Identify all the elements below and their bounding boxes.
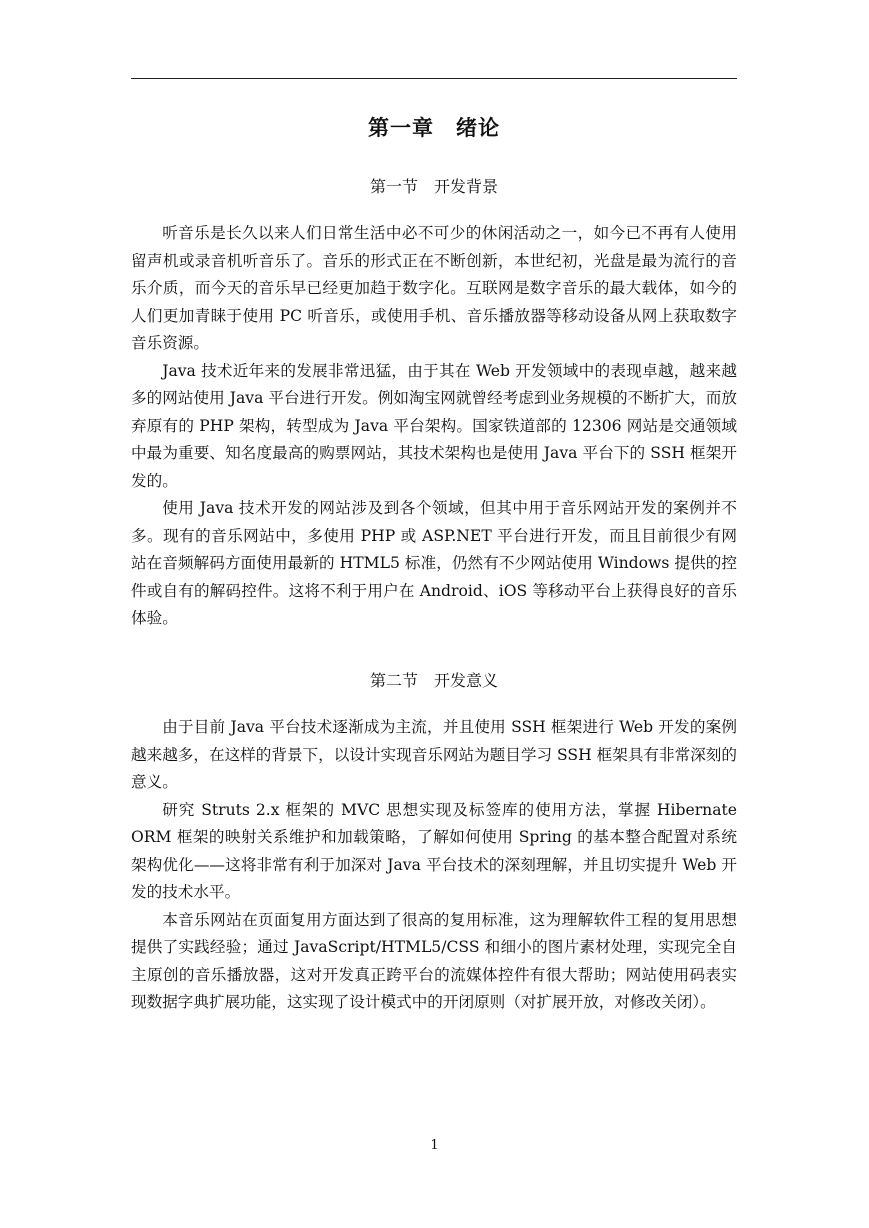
paragraph: 研究 Struts 2.x 框架的 MVC 思想实现及标签库的使用方法，掌握 Hibernate ORM 框架的映射关系维护和加载策略，了解如何使用 Spring 的基本整合配置对系统架构优化——这将非常有利于加深对 Java 平台技术的深刻理解，并且切实提升 Web 开发的技术水平。	[131, 800, 737, 901]
section-body-background	[131, 220, 737, 633]
chapter-title: 第一章 绪论	[368, 116, 500, 140]
page-number: 1	[430, 1138, 439, 1153]
paragraph: 由于目前 Java 平台技术逐渐成为主流，并且使用 SSH 框架进行 Web 开发的案例越来越多，在这样的背景下，以设计实现音乐网站为题目学习 SSH 框架具有非常深刻的意义。	[131, 718, 737, 791]
section-title-background: 第一节 开发背景	[369, 177, 498, 196]
paragraph: 本音乐网站在页面复用方面达到了很高的复用标准，这为理解软件工程的复用思想提供了实践经验；通过 JavaScript/HTML5/CSS 和细小的图片素材处理，实现完全自主原创的音乐播放器，这对开发真正跨平台的流媒体控件有很大帮助；网站使用码表实现数据字典扩展功能，这实现了设计模式中的开闭原则（对扩展开放，对修改关闭）。	[131, 910, 737, 1011]
paragraph: Java 技术近年来的发展非常迅猛，由于其在 Web 开发领域中的表现卓越，越来越多的网站使用 Java 平台进行开发。例如淘宝网就曾经考虑到业务规模的不断扩大，而放弃原有的 PHP 架构，转型成为 Java 平台架构。国家铁道部的 12306 网站是交通领域中最为重要、知名度最高的购票网站，其技术架构也是使用 Java 平台下的 SSH 框架开发的。	[131, 361, 737, 490]
section-title-significance: 第二节 开发意义	[369, 671, 498, 690]
section-body-significance	[131, 714, 737, 1017]
paragraph: 听音乐是长久以来人们日常生活中必不可少的休闲活动之一，如今已不再有人使用留声机或录音机听音乐了。音乐的形式正在不断创新，本世纪初，光盘是最为流行的音乐介质，而今天的音乐早已经更加趋于数字化。互联网是数字音乐的最大载体，如今的人们更加青睐于使用 PC 听音乐，或使用手机、音乐播放器等移动设备从网上获取数字音乐资源。	[131, 224, 737, 352]
header-rule	[131, 78, 737, 79]
paragraph: 使用 Java 技术开发的网站涉及到各个领域，但其中用于音乐网站开发的案例并不多。现有的音乐网站中，多使用 PHP 或 ASP.NET 平台进行开发，而且目前很少有网站在音频解码方面使用最新的 HTML5 标准，仍然有不少网站使用 Windows 提供的控件或自有的解码控件。这将不利于用户在 Android、iOS 等移动平台上获得良好的音乐体验。	[131, 499, 737, 627]
